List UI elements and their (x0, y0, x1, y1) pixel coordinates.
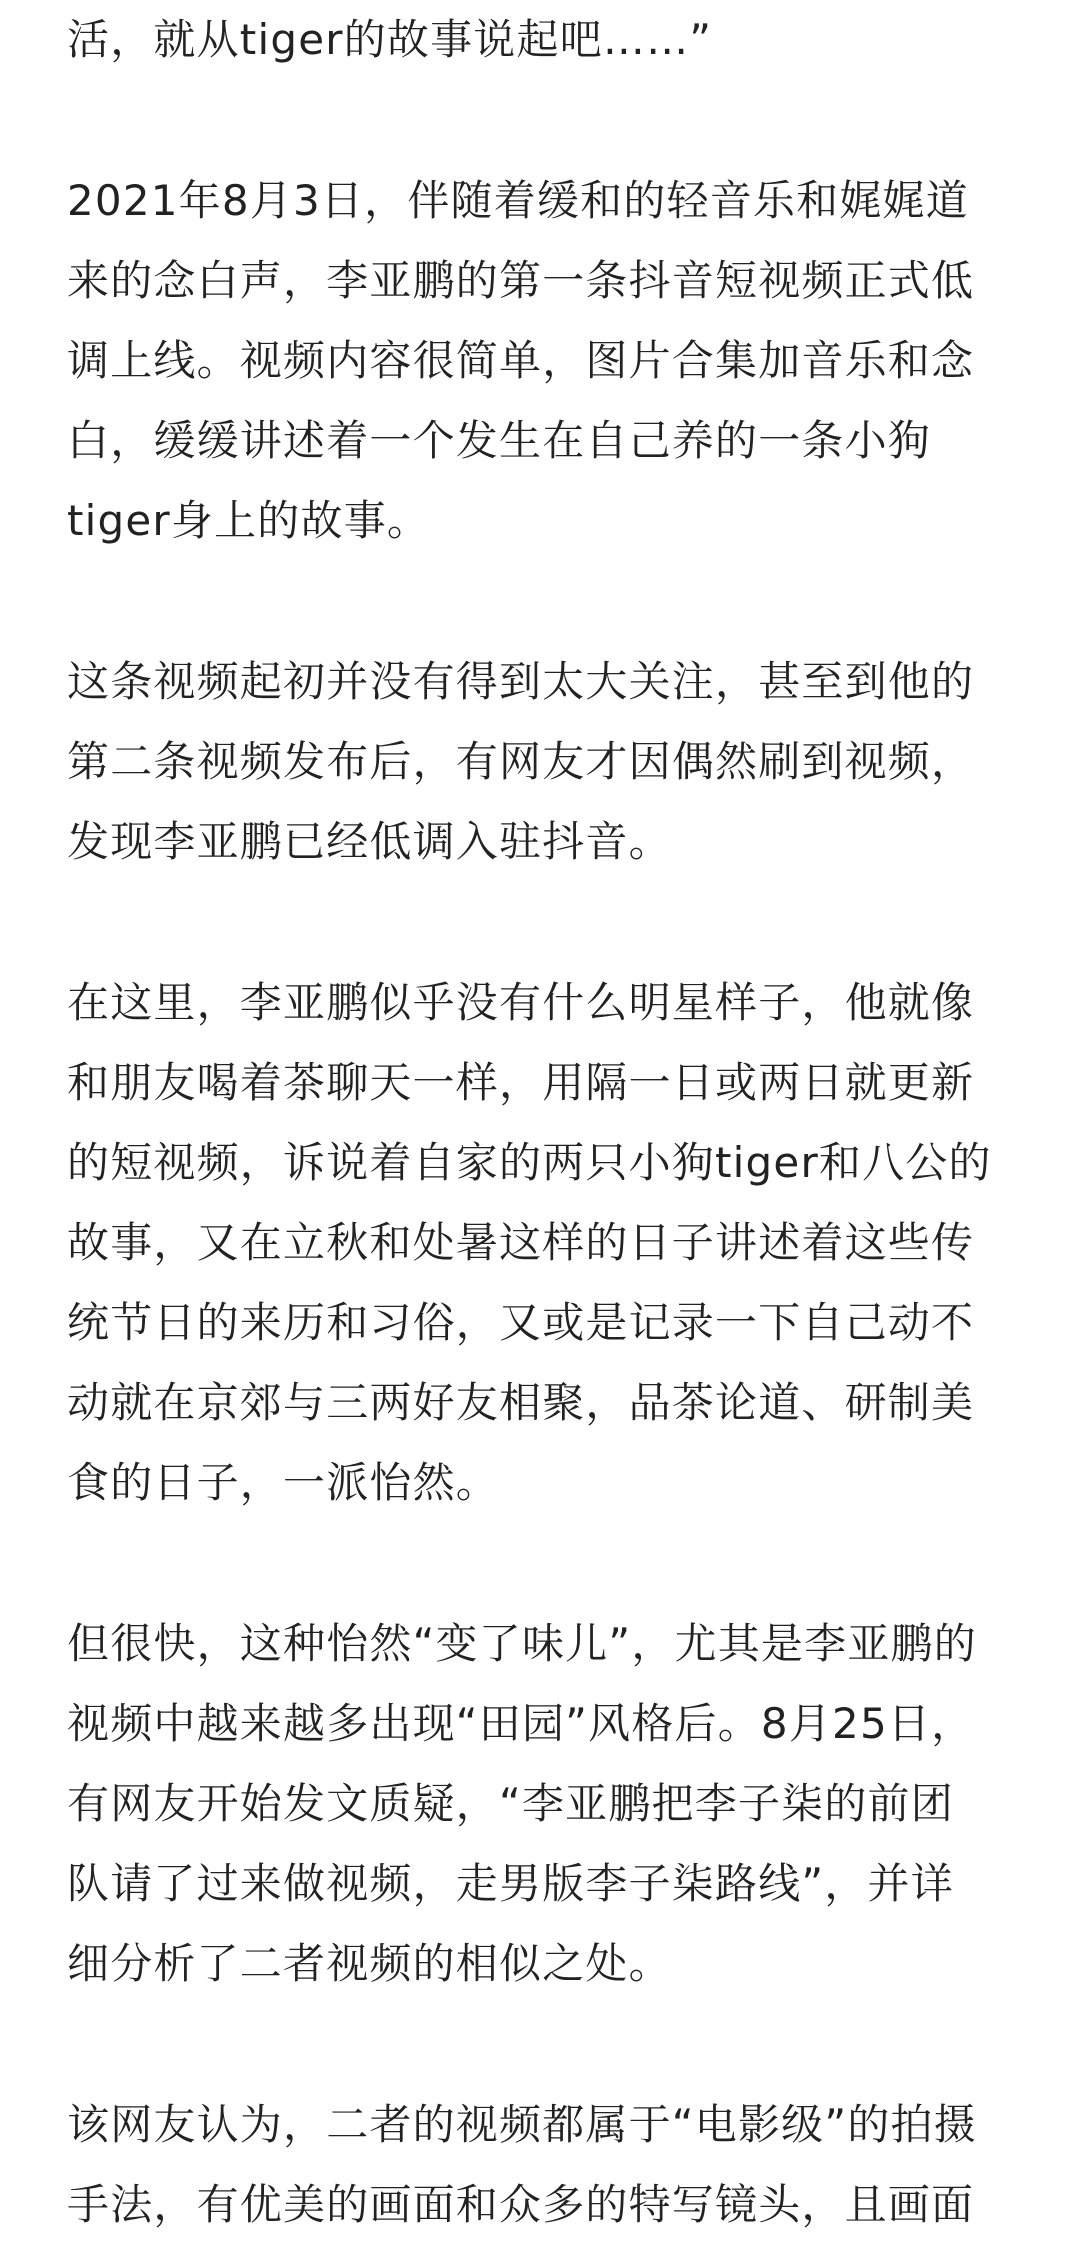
paragraph-gap (67, 561, 1027, 642)
text-line: 白，缓缓讲述着一个发生在自己养的一条小狗 (67, 416, 932, 465)
text-line: 故事，又在立秋和处暑这样的日子讲述着这些传 (67, 1218, 975, 1267)
text-line: 的短视频，诉说着自家的两只小狗tiger和八公的 (67, 1138, 992, 1187)
paragraph-gap (67, 882, 1027, 963)
text-line: 该网友认为，二者的视频都属于“电影级”的拍摄 (67, 2100, 977, 2149)
paragraph-gap (67, 2004, 1027, 2085)
article-body (67, 0, 1027, 2245)
paragraph-comparison (67, 2085, 1027, 2245)
paragraph-intro-tail (67, 0, 1027, 80)
text-line: 活，就从tiger的故事说起吧……” (67, 15, 713, 64)
text-line: 统节日的来历和习俗，又或是记录一下自己动不 (67, 1298, 975, 1347)
text-line: 这条视频起初并没有得到太大关注，甚至到他的 (67, 657, 975, 706)
text-line: tiger身上的故事。 (67, 496, 431, 545)
text-line: 但很快，这种怡然“变了味儿”，尤其是李亚鹏的 (67, 1619, 977, 1668)
paragraph-gap (67, 1523, 1027, 1604)
text-line: 视频中越来越多出现“田园”风格后。8月25日， (67, 1699, 975, 1748)
paragraph-first-video (67, 161, 1027, 561)
text-line: 手法，有优美的画面和众多的特写镜头，且画面 (67, 2180, 975, 2229)
paragraph-daily-life (67, 963, 1027, 1523)
text-line: 和朋友喝着茶聊天一样，用隔一日或两日就更新 (67, 1058, 975, 1107)
text-line: 来的念白声，李亚鹏的第一条抖音短视频正式低 (67, 256, 975, 305)
text-line: 2021年8月3日，伴随着缓和的轻音乐和娓娓道 (67, 176, 969, 225)
text-line: 食的日子，一派怡然。 (67, 1458, 500, 1507)
text-line: 调上线。视频内容很简单，图片合集加音乐和念 (67, 336, 975, 385)
text-line: 细分析了二者视频的相似之处。 (67, 1939, 672, 1988)
paragraph-little-attention (67, 642, 1027, 882)
text-line: 有网友开始发文质疑，“李亚鹏把李子柒的前团 (67, 1779, 954, 1828)
text-line: 队请了过来做视频，走男版李子柒路线”，并详 (67, 1859, 954, 1908)
paragraph-doubts (67, 1604, 1027, 2004)
text-line: 在这里，李亚鹏似乎没有什么明星样子，他就像 (67, 978, 975, 1027)
text-line: 发现李亚鹏已经低调入驻抖音。 (67, 817, 672, 866)
text-line: 第二条视频发布后，有网友才因偶然刷到视频， (67, 737, 975, 786)
text-line: 动就在京郊与三两好友相聚，品茶论道、研制美 (67, 1378, 975, 1427)
paragraph-gap (67, 80, 1027, 161)
